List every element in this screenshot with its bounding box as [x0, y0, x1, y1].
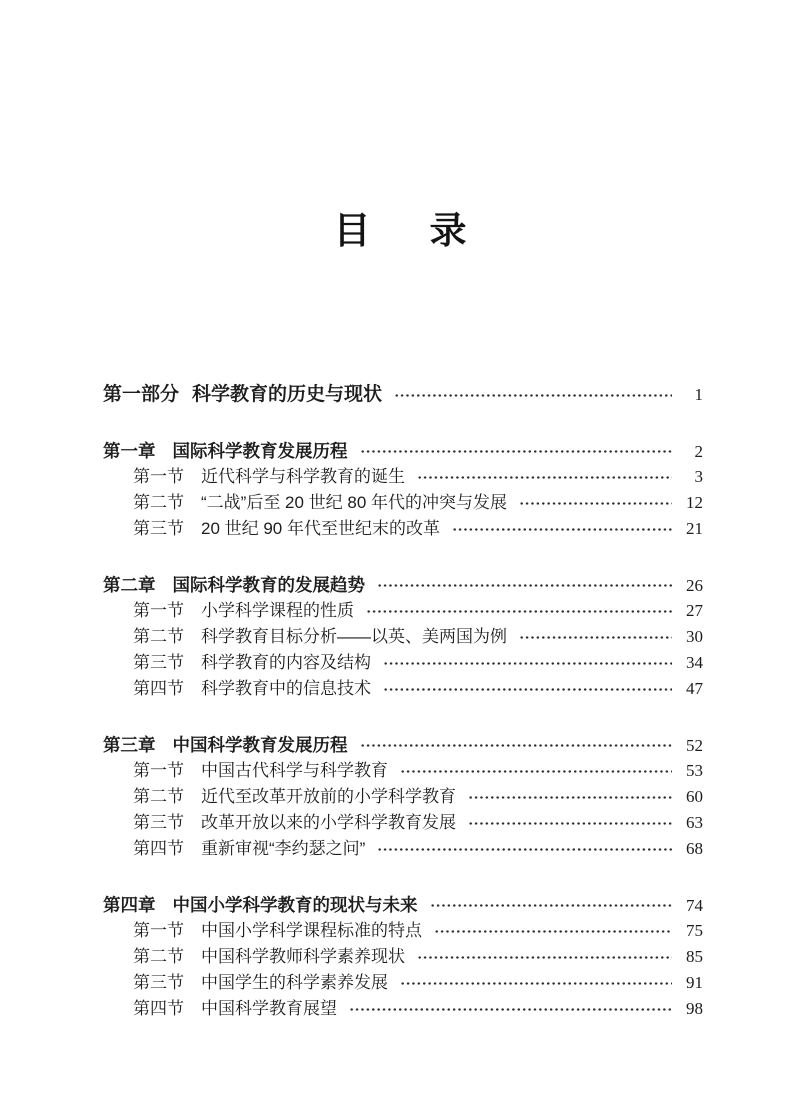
entry-title: 科学教育的内容及结构: [201, 653, 371, 672]
entry-title: 改革开放以来的小学科学教育发展: [201, 813, 456, 832]
dot-leader: [434, 929, 672, 934]
dot-leader: [366, 609, 672, 614]
dot-leader: [417, 475, 672, 480]
dot-leader: [400, 769, 672, 774]
toc-section-row: [103, 810, 703, 836]
entry-title: 近代至改革开放前的小学科学教育: [201, 787, 456, 806]
entry-title: 重新审视“李约瑟之问”: [201, 839, 366, 858]
entry-label: 第一部分: [103, 384, 180, 405]
toc-section-row: [103, 944, 703, 970]
entry-title: 中国科学教育展望: [201, 999, 337, 1018]
toc-section-row: [103, 624, 703, 650]
dot-leader: [468, 795, 672, 800]
entry-label: 第一节: [133, 601, 184, 620]
entry-title: 中国古代科学与科学教育: [201, 761, 388, 780]
page-number: 27: [686, 601, 703, 620]
dot-leader: [452, 527, 672, 532]
page-number: 85: [686, 947, 703, 966]
entry-label: 第一节: [133, 467, 184, 486]
toc-section-row: [103, 490, 703, 516]
entry-title: 20 世纪 90 年代至世纪末的改革: [201, 519, 440, 538]
toc-section-row: [103, 676, 703, 702]
entry-label: 第二节: [133, 493, 184, 512]
entry-title: 中国科学教师科学素养现状: [201, 947, 405, 966]
toc-section-row: [103, 996, 703, 1022]
dot-leader: [360, 743, 673, 748]
dot-leader: [360, 449, 673, 454]
page-number: 98: [686, 999, 703, 1018]
entry-label: 第一节: [133, 761, 184, 780]
dot-leader: [519, 501, 672, 506]
entry-title: 科学教育的历史与现状: [192, 384, 383, 405]
table-of-contents: [0, 382, 800, 1022]
dot-leader: [430, 903, 673, 908]
entry-label: 第二节: [133, 947, 184, 966]
dot-leader: [383, 661, 672, 666]
toc-section-row: [103, 970, 703, 996]
page-title: 目 录: [333, 211, 478, 252]
toc-section-row: [103, 598, 703, 624]
entry-label: 第四章: [103, 895, 156, 915]
page-number: 3: [694, 467, 703, 486]
entry-title: 中国科学教育发展历程: [172, 735, 348, 755]
dot-leader: [349, 1007, 672, 1012]
toc-section-row: [103, 784, 703, 810]
toc-chapter-row: [103, 732, 703, 758]
page-number: 30: [686, 627, 703, 646]
page-number: 2: [694, 442, 703, 461]
dot-leader: [377, 847, 672, 852]
toc-section-row: [103, 836, 703, 862]
toc-section-row: [103, 516, 703, 542]
entry-label: 第二章: [103, 575, 156, 595]
entry-label: 第四节: [133, 839, 184, 858]
entry-title: 科学教育中的信息技术: [201, 679, 371, 698]
entry-label: 第三章: [103, 735, 156, 755]
dot-leader: [468, 821, 672, 826]
toc-chapter-row: [103, 892, 703, 918]
toc-section-row: [103, 918, 703, 944]
chapter-group-2: [103, 572, 703, 702]
page-number: 12: [686, 493, 703, 512]
entry-title: 中国小学科学教育的现状与未来: [172, 895, 418, 915]
entry-label: 第一节: [133, 921, 184, 940]
page-number: 68: [686, 839, 703, 858]
toc-chapter-row: [103, 572, 703, 598]
entry-title: 中国学生的科学素养发展: [201, 973, 388, 992]
entry-label: 第三节: [133, 519, 184, 538]
page-number: 34: [686, 653, 703, 672]
entry-label: 第二节: [133, 787, 184, 806]
page-number: 63: [686, 813, 703, 832]
dot-leader: [394, 393, 672, 398]
entry-label: 第三节: [133, 653, 184, 672]
entry-label: 第一章: [103, 441, 156, 461]
page-number: 60: [686, 787, 703, 806]
toc-chapter-row: [103, 438, 703, 464]
dot-leader: [400, 981, 672, 986]
page-number: 52: [686, 736, 703, 755]
entry-title: 国际科学教育的发展趋势: [172, 575, 365, 595]
toc-section-row: [103, 464, 703, 490]
entry-title: “二战”后至 20 世纪 80 年代的冲突与发展: [201, 493, 508, 512]
entry-title: 国际科学教育发展历程: [172, 441, 348, 461]
page-number: 53: [686, 761, 703, 780]
entry-label: 第四节: [133, 999, 184, 1018]
toc-section-row: [103, 758, 703, 784]
dot-leader: [417, 955, 672, 960]
toc-part-row: [103, 382, 703, 408]
entry-label: 第三节: [133, 973, 184, 992]
toc-section-row: [103, 650, 703, 676]
page-number: 1: [694, 385, 703, 404]
entry-title: 小学科学课程的性质: [201, 601, 354, 620]
dot-leader: [383, 687, 672, 692]
page-number: 26: [686, 576, 703, 595]
page-number: 21: [686, 519, 703, 538]
chapter-group-3: [103, 732, 703, 862]
dot-leader: [519, 635, 672, 640]
page-number: 75: [686, 921, 703, 940]
entry-label: 第四节: [133, 679, 184, 698]
chapter-group-4: [103, 892, 703, 1022]
page-number: 91: [686, 973, 703, 992]
page-number: 74: [686, 896, 703, 915]
chapter-group-1: [103, 438, 703, 542]
entry-title: 近代科学与科学教育的诞生: [201, 467, 405, 486]
entry-label: 第二节: [133, 627, 184, 646]
entry-title: 中国小学科学课程标准的特点: [201, 921, 422, 940]
dot-leader: [377, 583, 672, 588]
entry-label: 第三节: [133, 813, 184, 832]
page-number: 47: [686, 679, 703, 698]
entry-title: 科学教育目标分析——以英、美两国为例: [201, 627, 507, 646]
